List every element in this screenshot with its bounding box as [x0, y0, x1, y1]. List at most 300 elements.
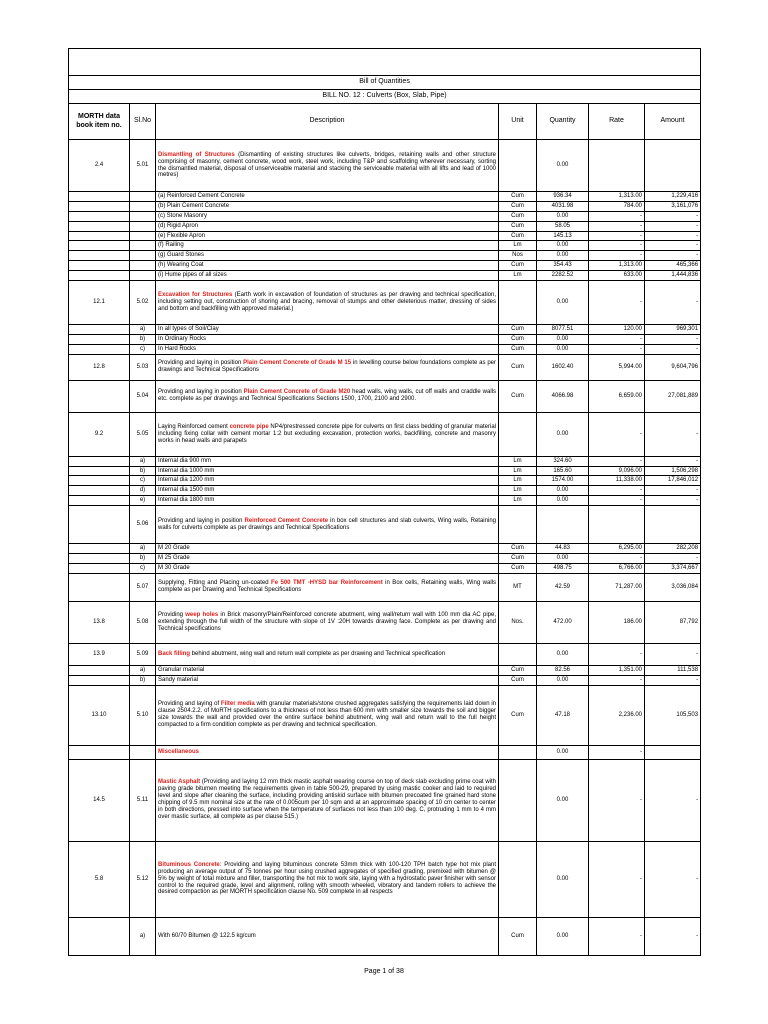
col-morth: MORTH data book item no.: [69, 104, 130, 140]
sl-no: 5.04: [130, 380, 156, 412]
item-heading: Reinforced Cement Concrete: [244, 517, 329, 524]
unit: Cum: [499, 354, 537, 380]
rate: -: [589, 412, 645, 456]
description-text: behind abutment, wing wall and return wall complete as per drawing and Technical specification: [190, 650, 446, 657]
sl-no: 5.05: [130, 412, 156, 456]
sub-item-row: [69, 251, 701, 261]
quantity: 4031.98: [537, 201, 589, 211]
amount: -: [645, 231, 701, 241]
unit: [499, 506, 537, 544]
unit: Cum: [499, 334, 537, 344]
item-description: M 30 Grade: [156, 563, 499, 573]
morth-item-no: [69, 231, 130, 241]
rate: 6,295.00: [589, 544, 645, 554]
item-description: [156, 281, 499, 325]
item-heading: Back filling: [158, 650, 191, 657]
morth-item-no: [69, 221, 130, 231]
unit: Cum: [499, 231, 537, 241]
rate: -: [589, 759, 645, 841]
morth-item-no: [69, 271, 130, 281]
sl-no: c): [130, 476, 156, 486]
amount: 87,792: [645, 601, 701, 643]
morth-item-no: [69, 466, 130, 476]
sub-item-row: [69, 192, 701, 202]
amount: -: [645, 496, 701, 506]
sl-no: b): [130, 334, 156, 344]
amount: 3,036,084: [645, 573, 701, 601]
amount: -: [645, 221, 701, 231]
unit: Cum: [499, 544, 537, 554]
item-heading: concrete pipe: [229, 423, 269, 430]
item-heading: Filter media: [220, 701, 255, 708]
item-description: With 60/70 Bitumen @ 122.5 kg/cum: [156, 917, 499, 955]
sl-no: a): [130, 665, 156, 675]
quantity: 0.00: [537, 643, 589, 665]
quantity: 0.00: [537, 486, 589, 496]
amount: [645, 506, 701, 544]
col-quantity: Quantity: [537, 104, 589, 140]
sl-no: [130, 192, 156, 202]
unit: Cum: [499, 380, 537, 412]
item-row: [69, 759, 701, 841]
unit: Cum: [499, 917, 537, 955]
rate: -: [589, 675, 645, 685]
rate: -: [589, 643, 645, 665]
sl-no: [130, 271, 156, 281]
quantity: 0.00: [537, 496, 589, 506]
item-row: [69, 573, 701, 601]
amount: -: [645, 675, 701, 685]
unit: Cum: [499, 665, 537, 675]
description-text: head walls, wing walls, cut off walls and craddle walls etc. complete as per drawings and Technical Specifications Sections 1500, 1700, 2100 and 2900.: [158, 389, 496, 403]
sl-no: 5.07: [130, 573, 156, 601]
item-description: (c) Stone Masonry: [156, 211, 499, 221]
rate: -: [589, 841, 645, 917]
amount: -: [645, 211, 701, 221]
item-row: [69, 601, 701, 643]
quantity: 354.43: [537, 261, 589, 271]
rate: 11,338.00: [589, 476, 645, 486]
morth-item-no: 2.4: [69, 140, 130, 192]
morth-item-no: [69, 211, 130, 221]
item-heading: weep holes: [185, 611, 219, 618]
quantity: 0.00: [537, 281, 589, 325]
unit: [499, 759, 537, 841]
item-description: M 25 Grade: [156, 554, 499, 564]
description-text: in levelling course below foundations complete as per drawings and Technical Specifications: [158, 360, 496, 374]
morth-item-no: 13.10: [69, 685, 130, 745]
item-description: [156, 506, 499, 544]
quantity: 0.00: [537, 554, 589, 564]
morth-item-no: [69, 192, 130, 202]
unit: Lm: [499, 466, 537, 476]
amount: -: [645, 334, 701, 344]
unit: Lm: [499, 476, 537, 486]
sub-item-row: [69, 261, 701, 271]
item-heading: Bituminous Concrete: [158, 861, 220, 868]
amount: 3,374,667: [645, 563, 701, 573]
amount: 105,503: [645, 685, 701, 745]
col-slno: Sl.No: [130, 104, 156, 140]
morth-item-no: [69, 506, 130, 544]
sub-item-row: [69, 554, 701, 564]
amount: -: [645, 281, 701, 325]
item-row: [69, 685, 701, 745]
sl-no: 5.02: [130, 281, 156, 325]
quantity: 82.56: [537, 665, 589, 675]
unit: Cum: [499, 192, 537, 202]
sub-item-row: [69, 476, 701, 486]
rate: [589, 506, 645, 544]
morth-item-no: [69, 554, 130, 564]
amount: -: [645, 241, 701, 251]
unit: Lm: [499, 496, 537, 506]
morth-item-no: 5.8: [69, 841, 130, 917]
morth-item-no: [69, 496, 130, 506]
quantity: 145.13: [537, 231, 589, 241]
quantity: 1574.00: [537, 476, 589, 486]
quantity: 472.00: [537, 601, 589, 643]
amount: -: [645, 554, 701, 564]
item-description: Internal dia 900 mm: [156, 456, 499, 466]
sl-no: 5.11: [130, 759, 156, 841]
rate: -: [589, 496, 645, 506]
quantity: 0.00: [537, 241, 589, 251]
item-row: [69, 745, 701, 759]
item-heading: Plain Cement Concrete of Grade M 15: [243, 360, 352, 367]
item-description: [156, 601, 499, 643]
description-text: : Providing and laying bituminous concrete 53mm thick with 100-120 TPH batch type hot mix plant producing an average output of 75 tonnes per hour using crushed aggregates of specified grading, premixed with bitumen @ 5% by weight of total mixture and filler, transporting the hot mix to work site, laying with a hydrostatic paver finisher with sensor control to the required grade, level and alignment, rolling with smooth wheeled, vibratory and tandem rollers to achieve the desired compaction as per MORTH specification clause No. 509 complete in all respects: [158, 861, 496, 896]
unit: MT: [499, 573, 537, 601]
unit: Cum: [499, 344, 537, 354]
sl-no: a): [130, 917, 156, 955]
amount: 1,444,836: [645, 271, 701, 281]
description-text: Supplying, Fitting and Placing un-coated: [158, 580, 272, 587]
morth-item-no: 12.8: [69, 354, 130, 380]
unit: Cum: [499, 261, 537, 271]
amount: -: [645, 841, 701, 917]
amount: 27,081,889: [645, 380, 701, 412]
quantity: 47.18: [537, 685, 589, 745]
amount: 1,506,298: [645, 466, 701, 476]
item-description: (a) Reinforced Cement Concrete: [156, 192, 499, 202]
quantity: 0.00: [537, 140, 589, 192]
amount: -: [645, 486, 701, 496]
boq-title: Bill of Quantities: [69, 76, 701, 90]
sl-no: a): [130, 544, 156, 554]
quantity: 44.83: [537, 544, 589, 554]
morth-item-no: [69, 476, 130, 486]
sl-no: 5.01: [130, 140, 156, 192]
morth-item-no: [69, 241, 130, 251]
unit: Cum: [499, 554, 537, 564]
morth-item-no: 13.8: [69, 601, 130, 643]
col-description: Description: [156, 104, 499, 140]
unit: [499, 643, 537, 665]
rate: -: [589, 281, 645, 325]
quantity: 58.05: [537, 221, 589, 231]
rate: 2,236.00: [589, 685, 645, 745]
item-description: [156, 643, 499, 665]
item-row: [69, 380, 701, 412]
quantity: 1602.40: [537, 354, 589, 380]
quantity: 0.00: [537, 841, 589, 917]
description-text: with granular materials/stone crushed aggregates satisfying the requirements laid down in clause 2504.2.2. of MoRTH specifications to a thickness of not less than 600 mm with smaller size towards the soil and bigger size towards the wall and provided over the entire surface behind abutment, wing wall and return wall to the full height compacted to a firm condition complete as per drawing and technical specification.: [158, 701, 497, 728]
item-heading: Fe 500 TMT -HYSD bar Reinforcement: [271, 580, 383, 587]
item-description: [156, 412, 499, 456]
amount: 111,538: [645, 665, 701, 675]
item-description: (h) Wearing Coat: [156, 261, 499, 271]
amount: 282,208: [645, 544, 701, 554]
item-description: [156, 685, 499, 745]
item-description: M 20 Grade: [156, 544, 499, 554]
item-description: Granular material: [156, 665, 499, 675]
amount: 17,846,012: [645, 476, 701, 486]
unit: Cum: [499, 325, 537, 335]
item-description: Internal dia 1200 mm: [156, 476, 499, 486]
sl-no: 5.09: [130, 643, 156, 665]
sub-item-row: [69, 496, 701, 506]
sl-no: 5.06: [130, 506, 156, 544]
sub-item-row: [69, 271, 701, 281]
quantity: 0.00: [537, 759, 589, 841]
sl-no: b): [130, 675, 156, 685]
description-text: Providing and laying in position: [158, 517, 245, 524]
item-row: [69, 354, 701, 380]
amount: -: [645, 917, 701, 955]
rate: 71,287.00: [589, 573, 645, 601]
sub-item-row: [69, 201, 701, 211]
rate: -: [589, 745, 645, 759]
morth-item-no: [69, 251, 130, 261]
unit: Nos: [499, 251, 537, 261]
sub-item-row: [69, 325, 701, 335]
sl-no: b): [130, 466, 156, 476]
amount: -: [645, 759, 701, 841]
sl-no: [130, 231, 156, 241]
rate: 120.00: [589, 325, 645, 335]
item-heading: Mastic Asphalt: [158, 779, 201, 786]
item-row: [69, 281, 701, 325]
description-text: Providing and laying in position: [158, 360, 244, 367]
sl-no: [130, 211, 156, 221]
sub-item-row: [69, 486, 701, 496]
morth-item-no: [69, 573, 130, 601]
item-description: Internal dia 1800 mm: [156, 496, 499, 506]
sl-no: [130, 251, 156, 261]
item-description: (i) Hume pipes of all sizes: [156, 271, 499, 281]
morth-item-no: [69, 917, 130, 955]
unit: Cum: [499, 201, 537, 211]
rate: 633.00: [589, 271, 645, 281]
bill-of-quantities-table: [68, 48, 701, 956]
rate: 9,096.00: [589, 466, 645, 476]
page-footer: Page 1 of 38: [364, 968, 404, 975]
morth-item-no: [69, 745, 130, 759]
morth-item-no: [69, 544, 130, 554]
unit: Lm: [499, 241, 537, 251]
item-heading: Plain Cement Concrete of Grade M20: [243, 389, 351, 396]
sub-item-row: [69, 334, 701, 344]
unit: Cum: [499, 685, 537, 745]
rate: -: [589, 486, 645, 496]
amount: 9,604,796: [645, 354, 701, 380]
item-row: [69, 140, 701, 192]
morth-item-no: [69, 201, 130, 211]
sl-no: c): [130, 344, 156, 354]
rate: -: [589, 251, 645, 261]
quantity: 0.00: [537, 334, 589, 344]
sl-no: [130, 221, 156, 231]
unit: [499, 140, 537, 192]
morth-item-no: [69, 456, 130, 466]
description-text: Providing: [158, 611, 186, 618]
quantity: 498.75: [537, 563, 589, 573]
rate: -: [589, 211, 645, 221]
item-description: Sandy material: [156, 675, 499, 685]
amount: [645, 745, 701, 759]
sl-no: d): [130, 486, 156, 496]
morth-item-no: 12.1: [69, 281, 130, 325]
morth-item-no: 13.9: [69, 643, 130, 665]
amount: -: [645, 643, 701, 665]
sub-item-row: [69, 456, 701, 466]
item-description: (b) Plain Cement Concrete: [156, 201, 499, 211]
rate: -: [589, 334, 645, 344]
rate: 186.00: [589, 601, 645, 643]
unit: [499, 745, 537, 759]
item-description: (e) Flexible Apron: [156, 231, 499, 241]
column-header-row: [69, 104, 701, 140]
rate: 5,994.00: [589, 354, 645, 380]
item-heading: Excavation for Structures: [158, 292, 233, 299]
morth-item-no: [69, 344, 130, 354]
rate: 6,659.00: [589, 380, 645, 412]
bill-title: BILL NO. 12 : Culverts (Box, Slab, Pipe): [69, 90, 701, 104]
item-description: (d) Rigid Apron: [156, 221, 499, 231]
amount: 969,301: [645, 325, 701, 335]
morth-item-no: [69, 325, 130, 335]
col-rate: Rate: [589, 104, 645, 140]
rate: 6,766.00: [589, 563, 645, 573]
item-heading: Miscellaneous: [158, 748, 200, 755]
sub-item-row: [69, 211, 701, 221]
item-description: [156, 759, 499, 841]
sl-no: c): [130, 563, 156, 573]
sub-item-row: [69, 241, 701, 251]
sub-item-row: [69, 344, 701, 354]
quantity: 8077.51: [537, 325, 589, 335]
description-text: (Dismantling of existing structures like culverts, bridges, retaining walls and other structure comprising of masonry, cement concrete, wood work, steel work, including T&P and scaffolding wherever necessary, sorting the dismantled material, disposal of unserviceable material and stacking the serviceable material with all lifts and lead of 1000 metres): [158, 151, 497, 179]
rate: 1,351.00: [589, 665, 645, 675]
item-description: In Ordinary Rocks: [156, 334, 499, 344]
quantity: 936.34: [537, 192, 589, 202]
item-description: [156, 140, 499, 192]
quantity: [537, 506, 589, 544]
blank-header-row: [69, 49, 701, 76]
quantity: 0.00: [537, 251, 589, 261]
item-description: (g) Guard Stones: [156, 251, 499, 261]
morth-item-no: 9.2: [69, 412, 130, 456]
item-row: [69, 643, 701, 665]
description-text: Laying Reinforced cement: [158, 423, 230, 430]
item-row: [69, 506, 701, 544]
sub-item-row: [69, 466, 701, 476]
item-description: In all types of Soil/Clay: [156, 325, 499, 335]
bill-row: [69, 90, 701, 104]
col-unit: Unit: [499, 104, 537, 140]
sl-no: [130, 261, 156, 271]
morth-item-no: 14.5: [69, 759, 130, 841]
morth-item-no: [69, 486, 130, 496]
unit: Nos.: [499, 601, 537, 643]
amount: -: [645, 251, 701, 261]
item-description: Internal dia 1500 mm: [156, 486, 499, 496]
morth-item-no: [69, 563, 130, 573]
sub-item-row: [69, 563, 701, 573]
unit: [499, 281, 537, 325]
sl-no: 5.08: [130, 601, 156, 643]
quantity: 0.00: [537, 675, 589, 685]
rate: -: [589, 456, 645, 466]
rate: -: [589, 241, 645, 251]
item-row: [69, 917, 701, 955]
amount: -: [645, 412, 701, 456]
item-description: [156, 380, 499, 412]
item-heading: Dismantling of Structures: [158, 151, 235, 158]
unit: [499, 412, 537, 456]
sub-item-row: [69, 231, 701, 241]
description-text: in box cell structures and slab culverts, Wing walls, Retaining walls for culverts complete as per drawings and Technical Specifications: [158, 517, 496, 531]
description-text: (Earth work in excavation of foundation of structures as per drawing and technical specification, including setting out, construction of shoring and bracing, removal of stumps and other deleterious matter, dressing of sides and bottom and backfilling with approved material.): [158, 292, 496, 312]
description-text: (Providing and laying 12 mm thick mastic asphalt wearing course on top of deck slab excluding prime coat with paving grade bitumen meeting the requirements given in table 500-29, prepared by using mastic cooker and laid to required level and slope after cleaning the surface, including providing antiskid surface with bitumen precoated fine grained hard stone chipping of 9.5 mm nominal size at the rate of 0.005cum per 10 sqm and at an approximate spacing of 10 cm center to center in both directions, pressed into surface when the temperature of surfaces not less than 100 deg. C, protruding 1 mm to 4 mm over mastic surface, all complete as per clause 515.): [158, 779, 496, 820]
rate: -: [589, 917, 645, 955]
amount: 465,366: [645, 261, 701, 271]
item-row: [69, 412, 701, 456]
unit: Cum: [499, 221, 537, 231]
quantity: 0.00: [537, 745, 589, 759]
unit: Lm: [499, 486, 537, 496]
amount: -: [645, 456, 701, 466]
sl-no: e): [130, 496, 156, 506]
quantity: 324.60: [537, 456, 589, 466]
quantity: 2282.52: [537, 271, 589, 281]
amount: 1,229,416: [645, 192, 701, 202]
morth-item-no: [69, 261, 130, 271]
unit: [499, 841, 537, 917]
quantity: 0.00: [537, 344, 589, 354]
rate: [589, 140, 645, 192]
item-description: [156, 573, 499, 601]
sl-no: 5.10: [130, 685, 156, 745]
morth-item-no: [69, 380, 130, 412]
item-description: In Hard Rocks: [156, 344, 499, 354]
item-description: [156, 354, 499, 380]
description-text: NP4/prestressed concrete pipe for culverts on first class bedding of granular material including fixing collar with cement mortar 1:2 but excluding excavation, protection works, backfilling, concrete and masonry works in head walls and parapets: [158, 423, 496, 444]
sub-item-row: [69, 221, 701, 231]
sl-no: [130, 201, 156, 211]
quantity: 42.59: [537, 573, 589, 601]
unit: Lm: [499, 456, 537, 466]
sl-no: a): [130, 456, 156, 466]
item-row: [69, 841, 701, 917]
sub-item-row: [69, 665, 701, 675]
col-amount: Amount: [645, 104, 701, 140]
rate: -: [589, 231, 645, 241]
rate: -: [589, 344, 645, 354]
rate: 1,313.00: [589, 261, 645, 271]
description-text: Providing and laying in position: [158, 389, 244, 396]
